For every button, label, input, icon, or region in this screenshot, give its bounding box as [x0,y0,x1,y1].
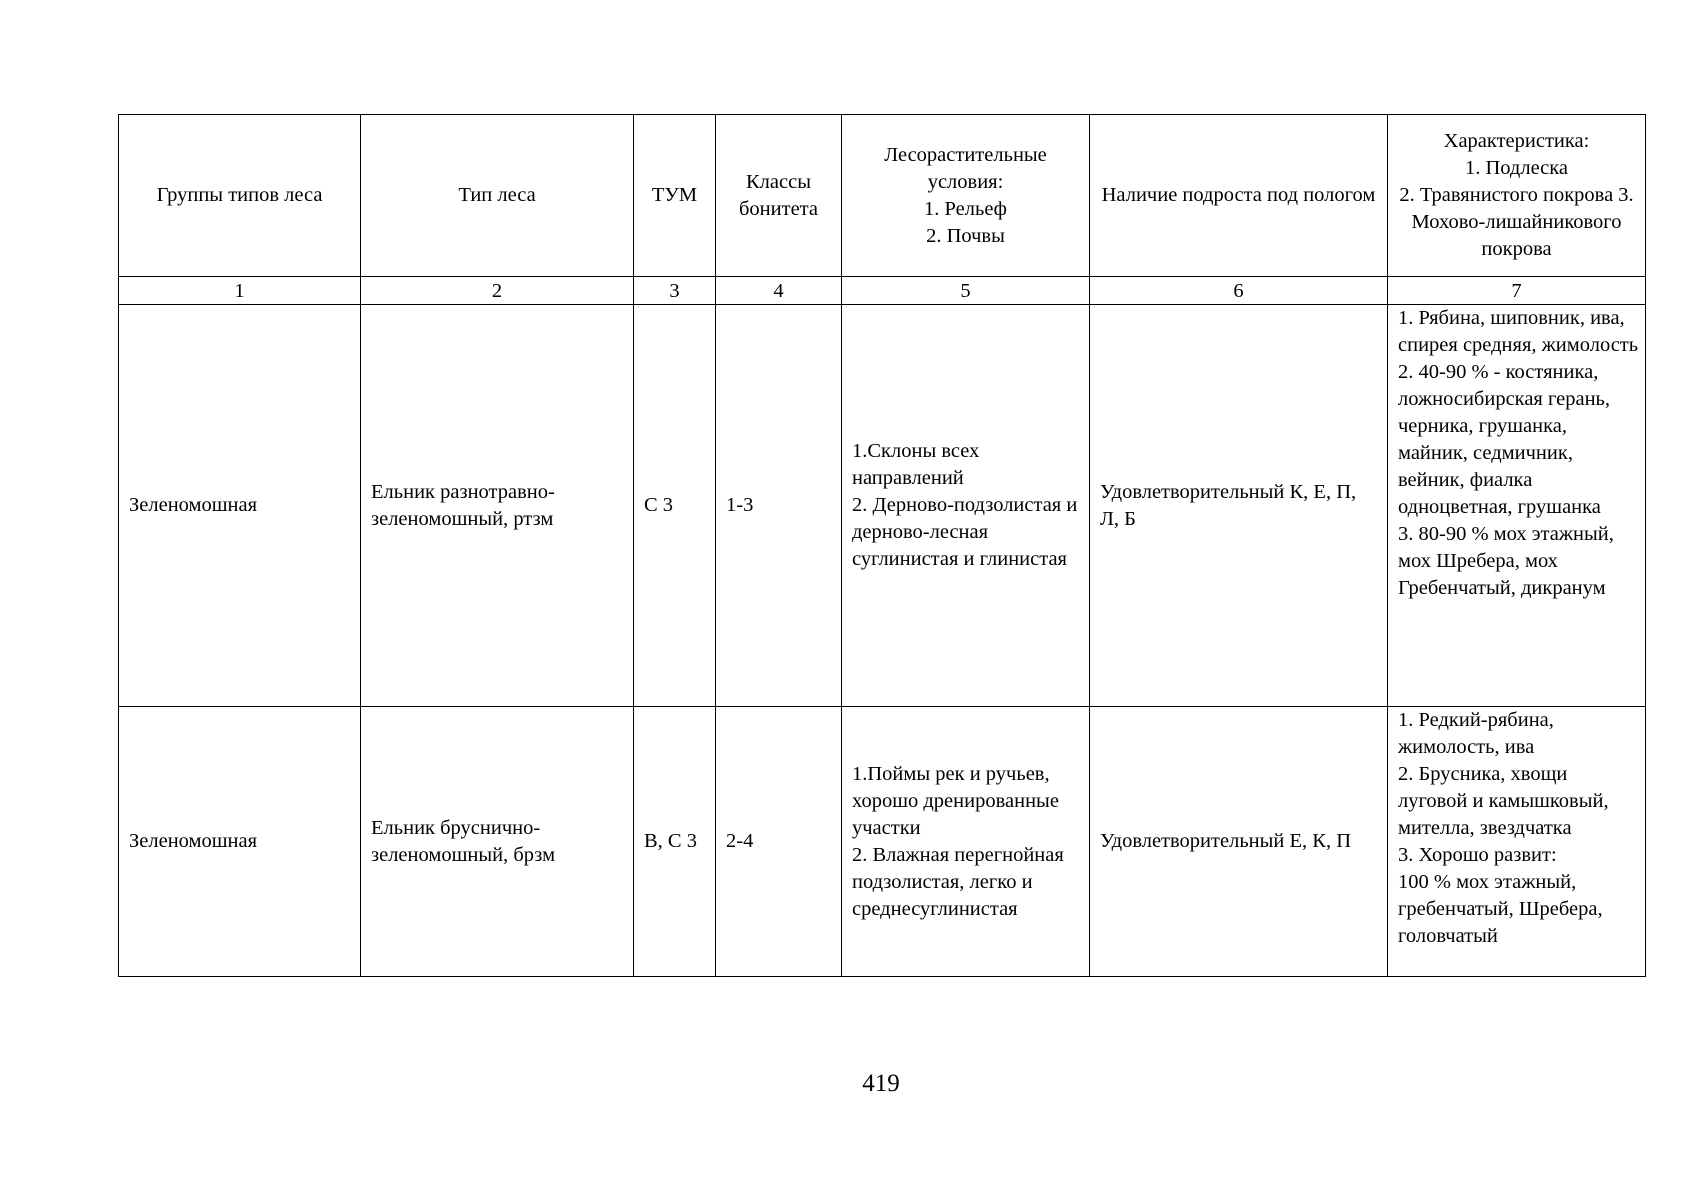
header-row [119,115,1646,277]
cell-forest-type: Ельник разнотравно-зеленомошный, ртзм [361,305,634,707]
header-forest-type: Тип леса [361,115,634,277]
cell-tum: В, С 3 [634,707,716,977]
header-tum: ТУМ [634,115,716,277]
column-number: 3 [634,277,716,305]
cell-undergrowth: Удовлетворительный Е, К, П [1090,707,1388,977]
column-number: 2 [361,277,634,305]
cell-characteristics: 1. Редкий-рябина, жимолость, ива 2. Брусника, хвощи луговой и камышковый, мителла, звездчатка 3. Хорошо развит: 100 % мох этажный, гребенчатый, Шребера, головчатый [1388,707,1646,977]
cell-characteristics: 1. Рябина, шиповник, ива, спирея средняя, жимолость 2. 40-90 % - костяника, ложносибирская герань, черника, грушанка, майник, седмичник, вейник, фиалка одноцветная, грушанка 3. 80-90 % мох этажный, мох Шребера, мох Гребенчатый, дикранум [1388,305,1646,707]
cell-bonitet: 2-4 [716,707,842,977]
page-number: 419 [862,1070,900,1097]
header-characteristics: Характеристика: 1. Подлеска 2. Травянистого покрова 3. Мохово-лишайникового покрова [1388,115,1646,277]
cell-bonitet: 1-3 [716,305,842,707]
cell-forest-type: Ельник бруснично-зеленомошный, брзм [361,707,634,977]
column-number: 5 [842,277,1090,305]
header-undergrowth: Наличие подроста под пологом [1090,115,1388,277]
column-number: 4 [716,277,842,305]
cell-undergrowth: Удовлетворительный К, Е, П, Л, Б [1090,305,1388,707]
cell-tum: С 3 [634,305,716,707]
column-number: 1 [119,277,361,305]
cell-growing-conditions: 1.Поймы рек и ручьев, хорошо дренированные участки 2. Влажная перегнойная подзолистая, легко и среднесуглинистая [842,707,1090,977]
column-number-row [119,277,1646,305]
header-bonitet-classes: Классы бонитета [716,115,842,277]
cell-forest-group: Зеленомошная [119,305,361,707]
cell-growing-conditions: 1.Склоны всех направлений 2. Дерново-подзолистая и дерново-лесная суглинистая и глинистая [842,305,1090,707]
column-number: 7 [1388,277,1646,305]
header-forest-group: Группы типов леса [119,115,361,277]
column-number: 6 [1090,277,1388,305]
table-row [119,707,1646,977]
forest-types-table [118,114,1646,977]
table-row [119,305,1646,707]
header-growing-conditions: Лесорастительные условия: 1. Рельеф 2. Почвы [842,115,1090,277]
cell-forest-group: Зеленомошная [119,707,361,977]
